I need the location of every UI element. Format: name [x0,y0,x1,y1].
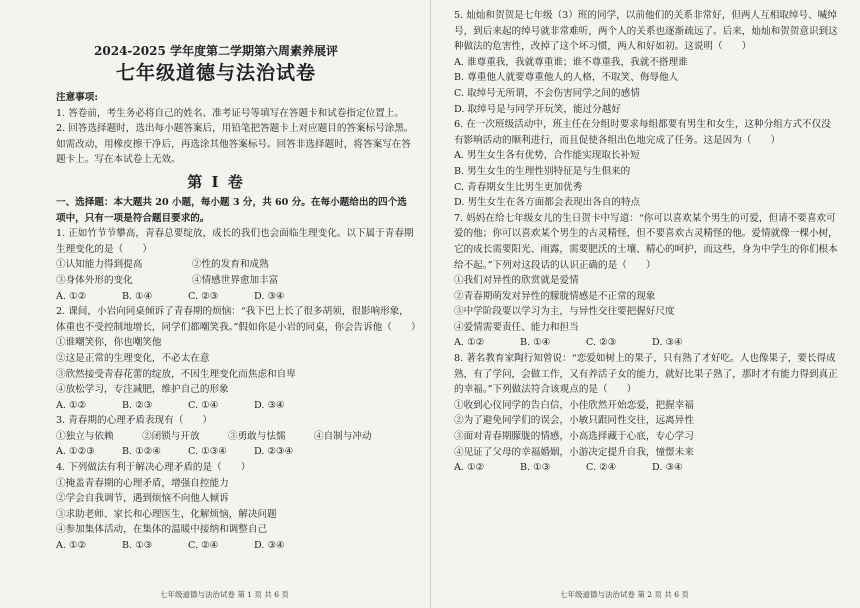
question-statement: ④见证了父母的幸福婚姻，小游决定提升自我，憧憬未来 [454,446,694,458]
note-item: 1. 答卷前，考生务必将自己的姓名、准考证号等填写在答题卡和试卷指定位置上。 [56,107,404,119]
question-item [454,351,840,476]
answer-option: D. ③④ [254,540,285,552]
question-item [454,117,840,211]
answer-option: D. ③④ [254,399,285,411]
question-statement: ④放松学习，专注减肥，维护自己的形象 [56,384,229,396]
answer-option: B. ①③ [520,462,551,474]
answer-option: B. ①③ [122,540,153,552]
left-question-list [56,226,421,553]
question-statement: ①我们对异性的欣赏就是爱情 [454,275,579,287]
answer-option: B. ①④ [122,290,153,302]
question-item [454,211,840,351]
question-stem: 7. 妈妈在给七年级女儿的生日贺卡中写道：“你可以喜欢某个男生的可爱，但请不要喜欢可爱的他；你可以喜欢某个男生的古灵精怪，但不要喜欢古灵精怪的他。爱情就像一棵小树，它的成长需要阳光、雨露，需要肥沃的土壤、精心的呵护，而这些，身为中学生的你们根本给不起。”下列对这段话的认识正确的是（ ） [454,212,838,271]
question-statement: ④爱情需要责任、能力和担当 [454,321,579,333]
question-stem: 1. 正如竹节节攀高，青春总要绽放，成长的我们也会面临生理变化。以下属于青春期生理变化的是（ ） [56,228,414,255]
answer-option: B. ①②④ [122,446,161,458]
statement-row [56,257,416,273]
question-statement: ②性的发育和成熟 [192,259,269,271]
question-stem: 5. 灿灿和贺贺是七年级（3）班的同学，以前他们的关系非常好，但两人互相取绰号、喊绰号，到后来起的绰号就非常难听，两个人的关系也逐渐疏远了。后来，灿灿和贺贺意识到这种做法的危害性，改掉了这个坏习惯，两人和好如初。这说明（ ） [454,10,838,53]
question-stem: 2. 课间，小岩向同桌倾诉了青春期的烦恼：“我下巴上长了很多胡须，很影响形象，体重也不受控制地增长，同学们都嘲笑我。”假如你是小岩的同桌，你会告诉他（ ） [56,306,421,333]
question-item [56,460,416,554]
question-statement: ③中学阶段要以学习为主，与异性交往要把握好尺度 [454,306,675,318]
question-statement: A. 谁尊重我，我就尊重谁；谁不尊重我，我就不搭理谁 [454,56,688,68]
page-footer: 七年级道德与法治试卷 第 1 页 共 6 页 [160,590,289,599]
answer-options [454,335,840,351]
answer-options [56,289,416,305]
exam-title: 七年级道德与法治试卷 [115,62,316,84]
question-statement: B. 男生女生的生理性别特征是与生俱来的 [454,165,631,177]
question-statement: ④参加集体活动，在集体的温暖中接纳和调整自己 [56,524,268,536]
question-item [56,413,416,460]
answer-option: D. ③④ [652,337,683,349]
question-stem: 6. 在一次班级活动中，班主任在分组时要求每组都要有男生和女生，这种分组方式不仅没有影响活动的顺利进行，而且促使各组出色地完成了任务。这是因为（ ） [454,119,831,146]
question-statement: ②学会自我调节，遇到烦恼不向他人倾诉 [56,493,229,505]
question-statement: ①独立与依赖 [56,430,114,442]
page-footer: 七年级道德与法治试卷 第 2 页 共 6 页 [560,590,689,599]
answer-options [56,538,416,554]
question-item [56,226,416,304]
answer-option: A. ①② [56,399,87,411]
question-stem: 8. 著名教育家陶行知曾说：“恋爱如树上的果子，只有熟了才好吃。人也像果子，要长得成熟，有了学问，会做工作，又有养活子女的能力，就好比果子熟了，那时才有能力得到真正的幸福。”下列做法符合该观点的是（ ） [454,353,838,396]
exam-title-line1: 2024-2025 学年度第二学期第六周素养展评 [94,44,338,58]
answer-option: C. ②④ [188,540,219,552]
answer-option: A. ①② [454,337,485,349]
answer-option: A. ①② [454,462,485,474]
answer-option: A. ①②③ [56,446,95,458]
question-stem: 3. 青春期的心理矛盾表现有（ ） [56,415,213,427]
question-statement: ②这是正常的生理变化，不必太在意 [56,352,210,364]
question-item [454,8,840,117]
question-statement: ②为了避免同学们的误会，小敏只跟同性交往，远离异性 [454,415,694,427]
question-statement: ③面对青春期朦胧的情感，小高选择藏于心底，专心学习 [454,431,694,443]
section-intro: 一、选择题：本大题共 20 小题，每小题 3 分，共 60 分。在每小题给出的四个选项中，只有一项是符合题目要求的。 [56,196,407,224]
answer-option: B. ②③ [122,399,153,411]
answer-option: D. ③④ [652,462,683,474]
answer-option: C. ①③④ [188,446,227,458]
page-2 [430,0,860,608]
question-statement: ④自制与冲动 [314,430,372,442]
answer-option: B. ①④ [520,337,551,349]
question-statement: ④情感世界愈加丰富 [192,274,279,286]
question-statement: ①收到心仪同学的告白信，小佳欣然开始恋爱，把握幸福 [454,399,694,411]
section-title: 第 I 卷 [187,172,245,191]
question-statement: B. 尊重他人就要尊重他人的人格，不取笑、侮辱他人 [454,72,679,84]
answer-option: A. ①② [56,290,87,302]
question-statement: C. 取绰号无所谓，不会伤害同学之间的感情 [454,87,640,99]
question-statement: ③求助老师、家长和心理医生，化解烦恼，解决问题 [56,508,277,520]
question-statement: ①谁嘲笑你，你也嘲笑他 [56,337,162,349]
answer-options [56,444,416,460]
question-statement: ③勇敢与怯懦 [228,430,286,442]
answer-option: D. ③④ [254,290,285,302]
answer-options [56,398,416,414]
answer-option: C. ②③ [586,337,617,349]
answer-option: D. ②③④ [254,446,294,458]
answer-option: C. ②④ [586,462,617,474]
statement-row [56,273,416,289]
note-item: 2. 回答选择题时，选出每小题答案后，用铅笔把答题卡上对应题目的答案标号涂黑。如需改动，用橡皮擦干净后，再选涂其他答案标号。回答非选择题时，将答案写在答题卡上。写在本试卷上无效。 [56,123,414,166]
question-statement: ①掩盖青春期的心理矛盾，增强自控能力 [56,477,229,489]
statement-row [56,429,416,445]
question-statement: ②青春期萌发对异性的朦胧情感是不正常的现象 [454,290,656,302]
answer-option: C. ①④ [188,399,219,411]
question-statement: C. 青春期女生比男生更加优秀 [454,181,583,193]
question-statement: D. 取绰号是与同学开玩笑，能过分越好 [454,103,621,115]
answer-options [454,460,840,476]
question-statement: ②闭锁与开放 [142,430,200,442]
question-stem: 4. 下列做法有利于解决心理矛盾的是（ ） [56,462,251,474]
question-item [56,304,421,413]
question-statement: ③身体外形的变化 [56,274,133,286]
question-statement: ①认知能力得到提高 [56,259,143,271]
question-statement: D. 男生女生在各方面都会表现出各自的特点 [454,197,641,209]
answer-option: A. ①② [56,540,87,552]
question-statement: A. 男生女生各有优势，合作能实现取长补短 [454,150,640,162]
notes-heading: 注意事项: [56,92,98,103]
question-statement: ③欣然接受青春花蕾的绽放，不因生理变化而焦虑和自卑 [56,368,296,380]
right-question-list [454,8,840,476]
answer-option: C. ②③ [188,290,219,302]
